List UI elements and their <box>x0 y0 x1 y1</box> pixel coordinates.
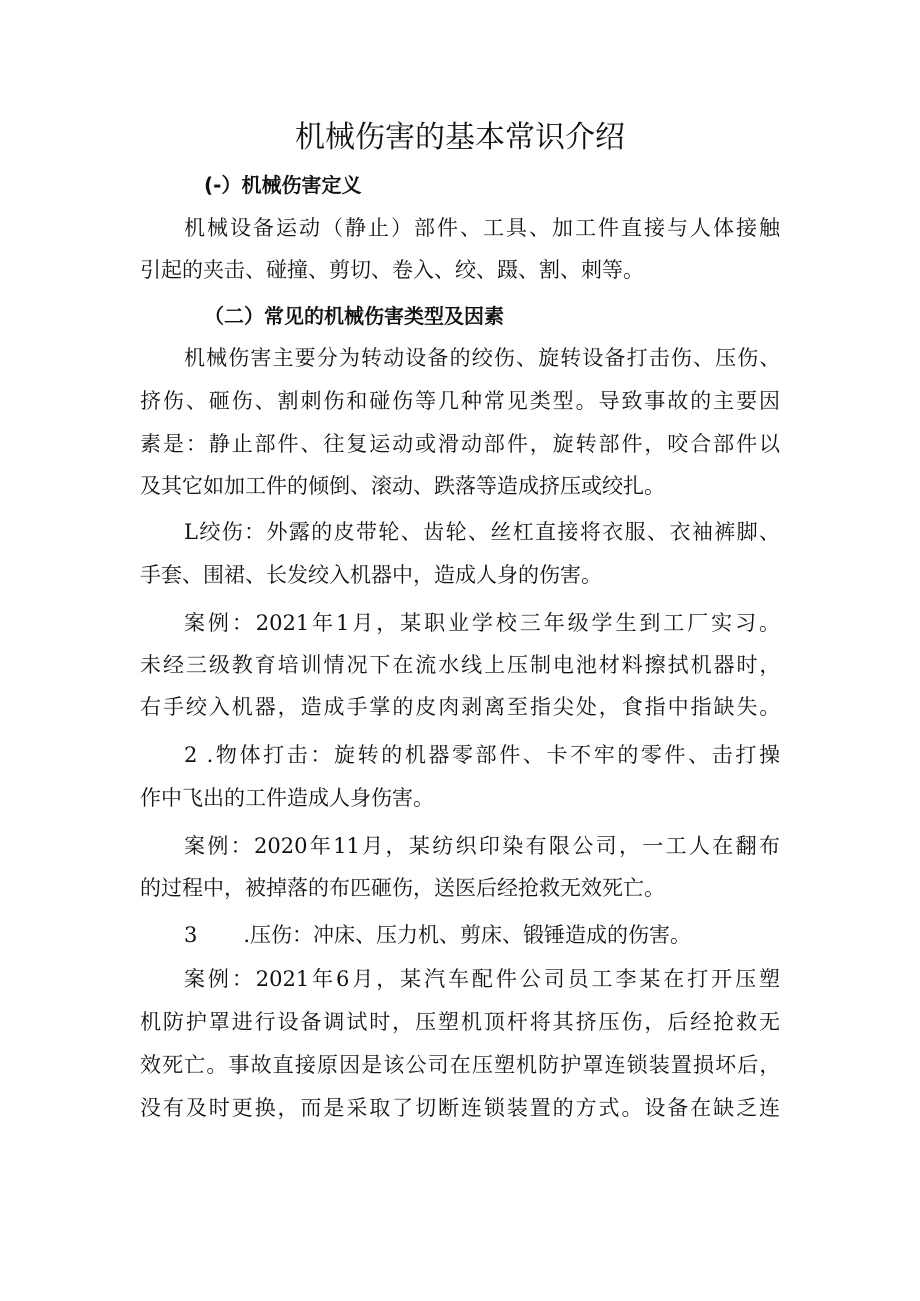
item-number: 3 <box>184 923 198 947</box>
paragraph-line: 引起的夹击、碰撞、剪切、卷入、绞、蹑、割、刺等。 <box>140 258 644 282</box>
paragraph-line <box>184 918 780 952</box>
case-line: 效死亡。事故直接原因是该公司在压塑机防护罩连锁装置损坏后， <box>140 1053 780 1077</box>
document-title: 机械伤害的基本常识介绍 <box>295 120 625 155</box>
section-heading-types: （二）常见的机械伤害类型及因素 <box>204 304 504 328</box>
paragraph-line: 及其它如加工件的倾倒、滚动、跌落等造成挤压或绞扎。 <box>140 474 665 498</box>
case-line: 右手绞入机器，造成手掌的皮肉剥离至指尖处，食指中指缺失。 <box>140 695 780 719</box>
case-line: 案例：2020年11月，某纺织印染有限公司，一工人在翻布 <box>184 834 780 858</box>
paragraph-line: 手套、围裙、长发绞入机器中，造成人身的伤害。 <box>140 563 602 587</box>
case-line: 案例：2021年6月，某汽车配件公司员工李某在打开压塑 <box>184 967 780 991</box>
item-text: .压伤：冲床、压力机、剪床、锻锤造成的伤害。 <box>243 923 692 947</box>
section-heading-definition: (-）机械伤害定义 <box>204 173 362 197</box>
paragraph-line: 机械设备运动（静止）部件、工具、加工件直接与人体接触 <box>184 216 780 240</box>
case-line: 案例：2021年1月，某职业学校三年级学生到工厂实习。 <box>184 611 780 635</box>
case-line: 未经三级教育培训情况下在流水线上压制电池材料擦拭机器时， <box>140 653 780 677</box>
case-line: 的过程中，被掉落的布匹砸伤，送医后经抢救无效死亡。 <box>140 876 665 900</box>
case-line: 机防护罩进行设备调试时，压塑机顶杆将其挤压伤，后经抢救无 <box>140 1010 780 1034</box>
paragraph-line: 素是：静止部件、往复运动或滑动部件，旋转部件，咬合部件以 <box>140 432 780 456</box>
paragraph-line: 2 .物体打击：旋转的机器零部件、卡不牢的零件、击打操 <box>184 743 780 767</box>
paragraph-line: L绞伤：外露的皮带轮、齿轮、丝杠直接将衣服、衣袖裤脚、 <box>184 520 780 544</box>
case-line: 没有及时更换，而是采取了切断连锁装置的方式。设备在缺乏连 <box>140 1096 780 1120</box>
paragraph-line: 作中飞出的工件造成人身伤害。 <box>140 786 434 810</box>
paragraph-line: 机械伤害主要分为转动设备的绞伤、旋转设备打击伤、压伤、 <box>184 346 780 370</box>
paragraph-line: 挤伤、砸伤、割刺伤和碰伤等几种常见类型。导致事故的主要因 <box>140 389 780 413</box>
